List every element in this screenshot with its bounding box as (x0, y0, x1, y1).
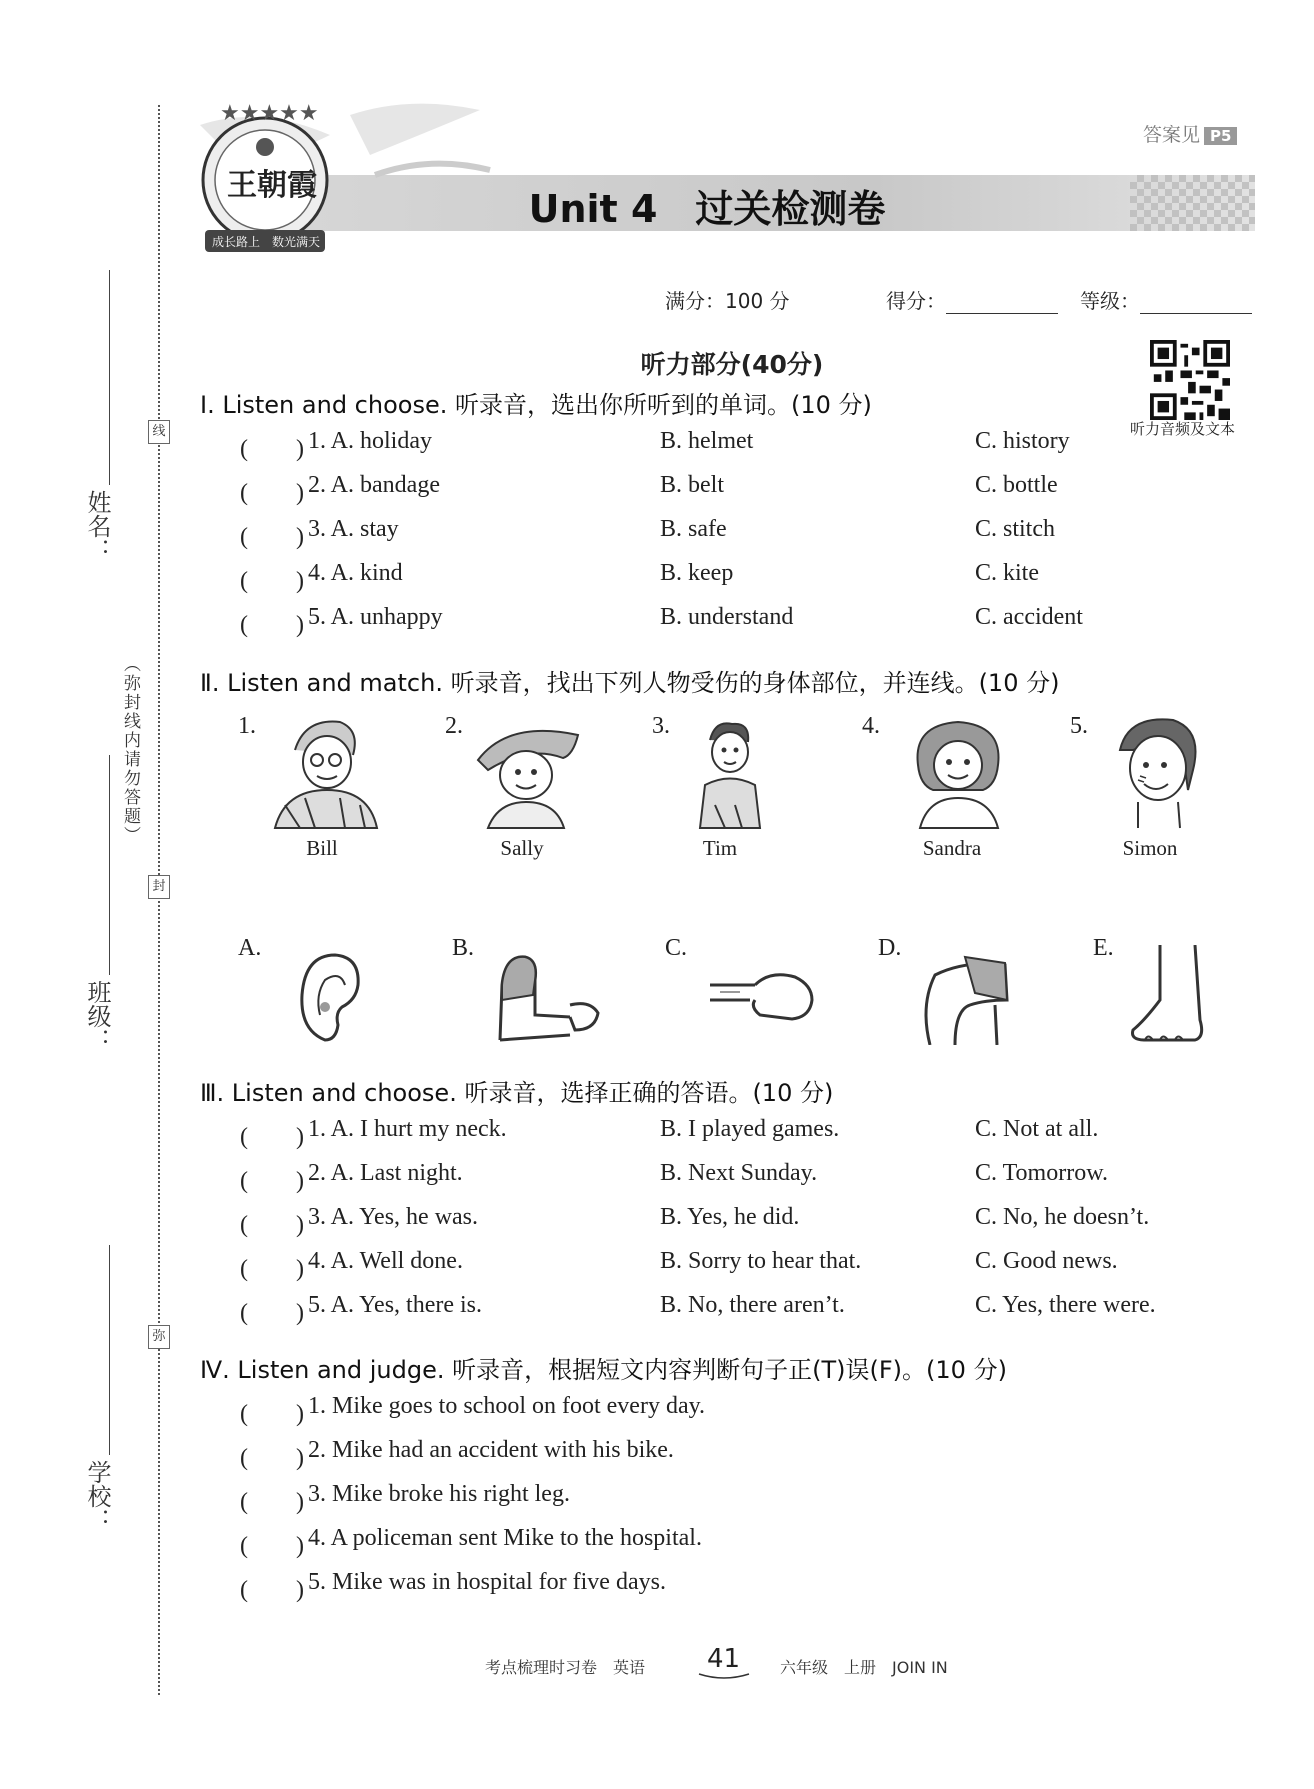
option-b: B. No, there aren’t. (660, 1292, 845, 1318)
grade-label: 等级： (1080, 289, 1140, 313)
statement: 4. A policeman sent Mike to the hospital. (308, 1525, 702, 1551)
arm-icon (490, 945, 610, 1045)
person-5-name: Simon (1122, 836, 1178, 860)
qr-code-icon[interactable] (1150, 340, 1230, 420)
option-a: 2. A. Last night. (308, 1160, 463, 1186)
option-a: 1. A. holiday (308, 428, 432, 454)
answer-blank[interactable]: ( ) (240, 1401, 304, 1427)
sally-image (468, 710, 588, 830)
person-3-name: Tim (702, 836, 738, 860)
answer-blank[interactable]: ( ) (240, 436, 304, 462)
page-number: 41 (707, 1644, 741, 1674)
page-title: Unit 4 过关检测卷 (528, 187, 886, 231)
binding-dotted-line (158, 105, 160, 1695)
option-b: B. understand (660, 604, 794, 630)
grade-field[interactable] (1080, 285, 1252, 314)
option-b: B. belt (660, 472, 724, 498)
school-fill-line (109, 1245, 110, 1455)
class-fill-line (109, 755, 110, 975)
page-number-underline (698, 1672, 750, 1682)
option-a: 4. A. Well done. (308, 1248, 463, 1274)
part-b-letter: B. (452, 935, 475, 961)
option-b: B. I played games. (660, 1116, 840, 1142)
part-a-letter: A. (238, 935, 262, 961)
seal-char-feng: 封 (148, 875, 170, 899)
person-4-number: 4. (862, 713, 880, 739)
option-a: 5. A. unhappy (308, 604, 443, 630)
option-b: B. keep (660, 560, 734, 586)
option-a: 5. A. Yes, there is. (308, 1292, 483, 1318)
person-3-number: 3. (652, 713, 670, 739)
answer-blank[interactable]: ( ) (240, 568, 304, 594)
listening-section-title: 听力部分(40分) (640, 350, 824, 379)
option-c: C. bottle (975, 472, 1058, 498)
score-label: 得分： (886, 289, 946, 313)
answer-blank[interactable]: ( ) (240, 1577, 304, 1603)
option-c: C. kite (975, 560, 1039, 586)
option-a: 1. A. I hurt my neck. (308, 1116, 507, 1142)
ear-icon (270, 945, 390, 1045)
statement: 5. Mike was in hospital for five days. (308, 1569, 666, 1595)
part-c-letter: C. (665, 935, 688, 961)
sandra-image (898, 710, 1018, 830)
answer-reference (1143, 120, 1237, 147)
answer-blank[interactable]: ( ) (240, 1124, 304, 1150)
logo-text: 王朝霞 (227, 168, 317, 203)
answer-blank[interactable]: ( ) (240, 480, 304, 506)
seal-warning: （弥封线内请勿答题） (120, 655, 140, 845)
section-1-heading: Ⅰ. Listen and choose. 听录音，选出你所听到的单词。(10 分) (200, 391, 872, 419)
section-3-heading: Ⅲ. Listen and choose. 听录音，选择正确的答语。(10 分) (200, 1079, 834, 1107)
answer-blank[interactable]: ( ) (240, 524, 304, 550)
person-2-number: 2. (445, 713, 463, 739)
svg-text:★★★★★: ★★★★★ (220, 101, 319, 126)
grade-blank[interactable] (1140, 313, 1252, 314)
footer-right: 六年级 上册 JOIN IN (780, 1658, 948, 1677)
answer-blank[interactable]: ( ) (240, 612, 304, 638)
option-b: B. Yes, he did. (660, 1204, 800, 1230)
person-1-name: Bill (306, 836, 338, 860)
qr-caption: 听力音频及文本 (1130, 420, 1236, 438)
option-c: C. stitch (975, 516, 1056, 542)
option-c: C. Yes, there were. (975, 1292, 1156, 1318)
option-b: B. Next Sunday. (660, 1160, 818, 1186)
answer-blank[interactable]: ( ) (240, 1212, 304, 1238)
person-1-number: 1. (238, 713, 256, 739)
statement: 2. Mike had an accident with his bike. (308, 1437, 674, 1463)
seal-char-xian: 线 (148, 420, 170, 444)
seal-char-mi: 弥 (148, 1325, 170, 1349)
option-a: 3. A. stay (308, 516, 399, 542)
score-blank[interactable] (946, 313, 1058, 314)
score-field[interactable] (886, 285, 1058, 314)
person-5-number: 5. (1070, 713, 1088, 739)
section-4-heading: Ⅳ. Listen and judge. 听录音，根据短文内容判断句子正(T)误(F)。(10 分) (200, 1356, 1007, 1384)
option-c: C. accident (975, 604, 1083, 630)
option-a: 2. A. bandage (308, 472, 440, 498)
answer-blank[interactable]: ( ) (240, 1168, 304, 1194)
statement: 3. Mike broke his right leg. (308, 1481, 570, 1507)
option-c: C. No, he doesn’t. (975, 1204, 1150, 1230)
tim-image (670, 710, 790, 830)
answer-blank[interactable]: ( ) (240, 1256, 304, 1282)
option-c: C. history (975, 428, 1070, 454)
simon-image (1098, 710, 1218, 830)
finger-icon (700, 945, 820, 1045)
statement: 1. Mike goes to school on foot every day. (308, 1393, 706, 1419)
option-c: C. Tomorrow. (975, 1160, 1108, 1186)
foot-icon (1115, 945, 1235, 1045)
section-2-heading: Ⅱ. Listen and match. 听录音，找出下列人物受伤的身体部位，并连线。(10 分) (200, 669, 1060, 697)
full-marks: 满分：100 分 (665, 289, 790, 313)
answer-blank[interactable]: ( ) (240, 1533, 304, 1559)
name-label: 姓名： (83, 490, 111, 562)
person-2-name: Sally (500, 836, 544, 860)
answer-blank[interactable]: ( ) (240, 1300, 304, 1326)
option-b: B. helmet (660, 428, 754, 454)
part-e-letter: E. (1093, 935, 1114, 961)
option-c: C. Good news. (975, 1248, 1118, 1274)
answer-ref-page: P5 (1204, 127, 1237, 145)
footer-left: 考点梳理时习卷 英语 (485, 1658, 646, 1677)
option-c: C. Not at all. (975, 1116, 1099, 1142)
class-label: 班级： (83, 980, 111, 1052)
option-a: 4. A. kind (308, 560, 403, 586)
answer-blank[interactable]: ( ) (240, 1489, 304, 1515)
logo-slogan: 成长路上 数光满天 (212, 235, 321, 249)
answer-ref-label: 答案见 (1143, 124, 1201, 146)
knee-icon (915, 945, 1035, 1045)
person-4-name: Sandra (922, 836, 982, 860)
option-a: 3. A. Yes, he was. (308, 1204, 479, 1230)
option-b: B. Sorry to hear that. (660, 1248, 862, 1274)
bill-image (265, 710, 385, 830)
answer-blank[interactable]: ( ) (240, 1445, 304, 1471)
school-label: 学校： (83, 1460, 111, 1532)
part-d-letter: D. (878, 935, 902, 961)
option-b: B. safe (660, 516, 727, 542)
